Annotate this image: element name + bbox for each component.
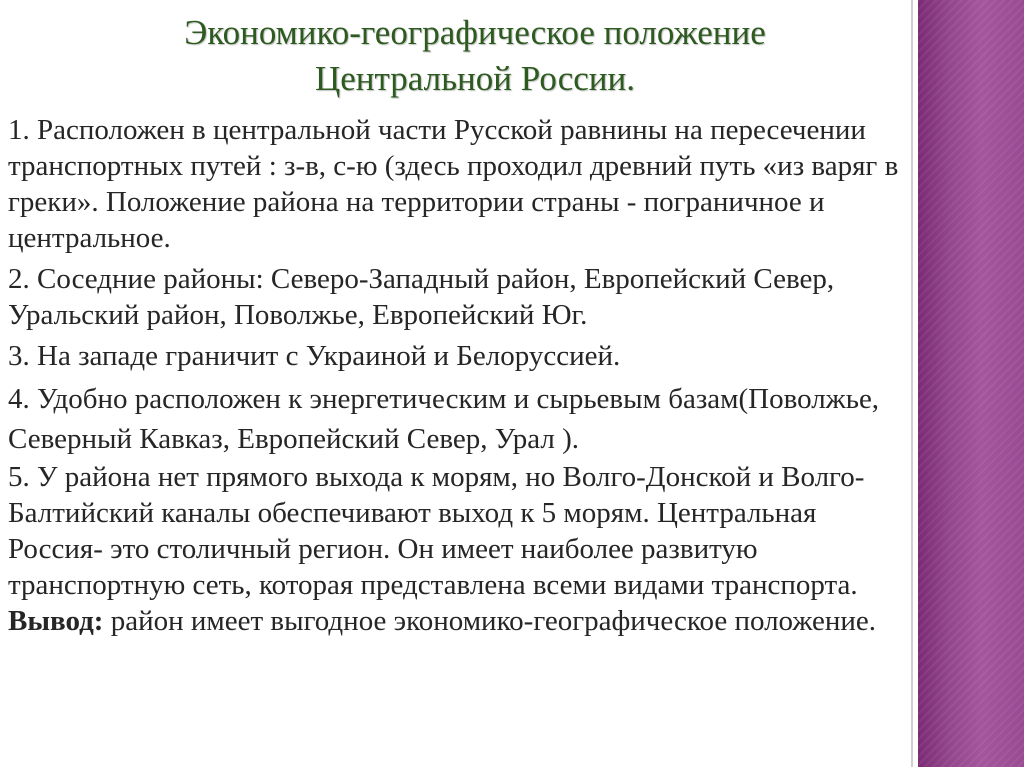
slide-title-line-1: Экономико-географическое положение	[184, 13, 766, 52]
paragraph-conclusion	[8, 603, 908, 639]
conclusion-text: район имеет выгодное экономико-географическое положение.	[103, 605, 877, 637]
paragraph-west-border: 3. На западе граничит с Украиной и Белоруссией.	[8, 340, 621, 372]
slide-title	[40, 10, 910, 102]
divider-line	[911, 0, 913, 767]
paragraph-seas: 5. У района нет прямого выхода к морям, но Волго-Донской и Волго-Балтийский каналы обеспечивают выход к 5 морям. Центральная Россия- это столичный регион. Он имеет наиболее развитую транспортную сеть, которая представлена всеми видами транспорта.	[8, 461, 865, 601]
paragraph-neighbors: 2. Соседние районы: Северо-Западный район, Европейский Север, Уральский район, Поволжье, Европейский Юг.	[8, 263, 835, 331]
conclusion-label: Вывод:	[8, 605, 104, 637]
slide-title-line-2: Центральной России.	[315, 59, 635, 98]
decorative-side-strip	[918, 0, 1024, 767]
paragraph-resources: 4. Удобно расположен к энергетическим и сырьевым базам(Поволжье, Северный Кавказ, Европейский Север, Урал ).	[8, 383, 880, 455]
slide-body	[8, 112, 908, 639]
paragraph-location: 1. Расположен в центральной части Русской равнины на пересечении транспортных путей : з-в, с-ю (здесь проходил древний путь «из варяг в греки». Положение района на территории страны - пограничное и центральное.	[8, 114, 899, 254]
